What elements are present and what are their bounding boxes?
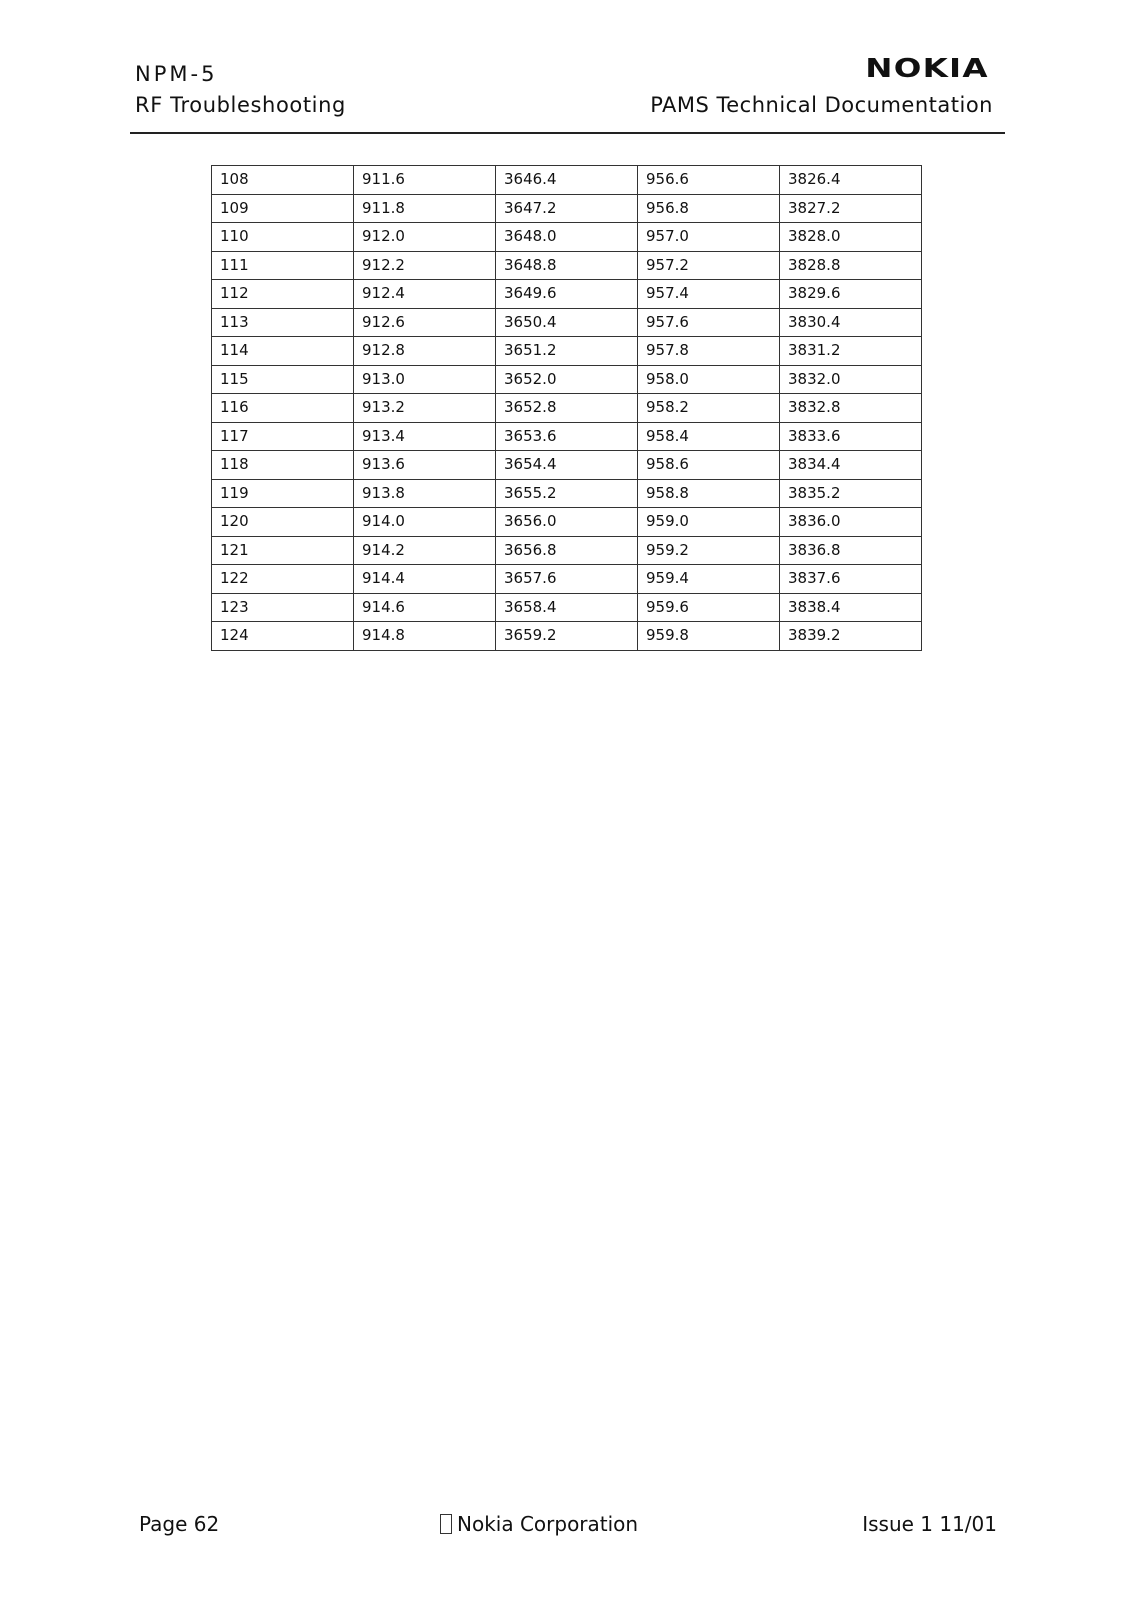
table-cell: 957.8 [638,337,780,366]
table-cell: 3649.6 [496,280,638,309]
issue-info: Issue 1 11/01 [862,1512,997,1536]
nokia-logo: NOKIA [865,54,989,84]
table-cell: 113 [212,308,354,337]
table-cell: 959.8 [638,622,780,651]
table-row [212,536,922,565]
table-body [212,166,922,651]
table-cell: 119 [212,479,354,508]
table-row [212,451,922,480]
table-cell: 958.2 [638,394,780,423]
table-cell: 114 [212,337,354,366]
table-cell: 121 [212,536,354,565]
table-cell: 959.2 [638,536,780,565]
table-cell: 109 [212,194,354,223]
copyright-icon [440,1514,452,1534]
table-cell: 958.8 [638,479,780,508]
table-cell: 956.6 [638,166,780,195]
table-cell: 3653.6 [496,422,638,451]
table-cell: 3828.8 [780,251,922,280]
table-cell: 108 [212,166,354,195]
table-cell: 118 [212,451,354,480]
table-cell: 958.0 [638,365,780,394]
channel-table-container [211,165,922,651]
table-cell: 914.8 [354,622,496,651]
table-row [212,280,922,309]
table-row [212,337,922,366]
table-cell: 123 [212,593,354,622]
table-cell: 3834.4 [780,451,922,480]
table-cell: 3650.4 [496,308,638,337]
table-cell: 3656.8 [496,536,638,565]
table-cell: 3828.0 [780,223,922,252]
table-row [212,479,922,508]
page-footer [130,1512,1005,1542]
table-cell: 3838.4 [780,593,922,622]
table-cell: 914.4 [354,565,496,594]
table-cell: 3648.0 [496,223,638,252]
table-cell: 914.6 [354,593,496,622]
table-cell: 3651.2 [496,337,638,366]
table-cell: 914.0 [354,508,496,537]
table-cell: 911.6 [354,166,496,195]
table-row [212,223,922,252]
table-cell: 957.4 [638,280,780,309]
section-title: RF Troubleshooting [135,93,346,117]
table-cell: 124 [212,622,354,651]
table-cell: 913.2 [354,394,496,423]
table-cell: 913.0 [354,365,496,394]
table-cell: 3654.4 [496,451,638,480]
table-row [212,251,922,280]
table-cell: 913.8 [354,479,496,508]
page-number: Page 62 [139,1512,220,1536]
table-row [212,194,922,223]
table-row [212,622,922,651]
table-cell: 3826.4 [780,166,922,195]
table-row [212,166,922,195]
table-cell: 3648.8 [496,251,638,280]
table-cell: 957.0 [638,223,780,252]
table-cell: 3836.0 [780,508,922,537]
table-cell: 3646.4 [496,166,638,195]
table-cell: 911.8 [354,194,496,223]
table-row [212,593,922,622]
table-row [212,422,922,451]
table-cell: 3836.8 [780,536,922,565]
table-cell: 3831.2 [780,337,922,366]
table-row [212,565,922,594]
table-cell: 3829.6 [780,280,922,309]
table-cell: 3659.2 [496,622,638,651]
table-cell: 957.6 [638,308,780,337]
table-cell: 3837.6 [780,565,922,594]
document-code: NPM-5 [135,62,218,86]
table-cell: 111 [212,251,354,280]
table-cell: 912.6 [354,308,496,337]
table-cell: 3835.2 [780,479,922,508]
table-cell: 957.2 [638,251,780,280]
table-cell: 913.4 [354,422,496,451]
table-cell: 912.0 [354,223,496,252]
table-cell: 3830.4 [780,308,922,337]
table-cell: 120 [212,508,354,537]
table-cell: 3656.0 [496,508,638,537]
table-cell: 3655.2 [496,479,638,508]
table-cell: 115 [212,365,354,394]
table-row [212,308,922,337]
table-cell: 117 [212,422,354,451]
table-cell: 3839.2 [780,622,922,651]
table-cell: 3827.2 [780,194,922,223]
table-row [212,365,922,394]
table-row [212,394,922,423]
channel-frequency-table [211,165,922,651]
table-cell: 122 [212,565,354,594]
table-cell: 958.4 [638,422,780,451]
table-cell: 110 [212,223,354,252]
table-cell: 959.4 [638,565,780,594]
table-cell: 3832.0 [780,365,922,394]
page-header [130,56,1005,134]
copyright-notice [440,1512,638,1536]
table-cell: 912.8 [354,337,496,366]
table-cell: 3657.6 [496,565,638,594]
table-row [212,508,922,537]
table-cell: 913.6 [354,451,496,480]
table-cell: 959.6 [638,593,780,622]
copyright-text: Nokia Corporation [457,1512,639,1536]
table-cell: 914.2 [354,536,496,565]
table-cell: 959.0 [638,508,780,537]
table-cell: 958.6 [638,451,780,480]
table-cell: 3652.0 [496,365,638,394]
table-cell: 116 [212,394,354,423]
table-cell: 912.2 [354,251,496,280]
table-cell: 3832.8 [780,394,922,423]
table-cell: 3833.6 [780,422,922,451]
table-cell: 956.8 [638,194,780,223]
documentation-series: PAMS Technical Documentation [650,93,993,117]
table-cell: 3652.8 [496,394,638,423]
table-cell: 3647.2 [496,194,638,223]
table-cell: 912.4 [354,280,496,309]
table-cell: 3658.4 [496,593,638,622]
table-cell: 112 [212,280,354,309]
